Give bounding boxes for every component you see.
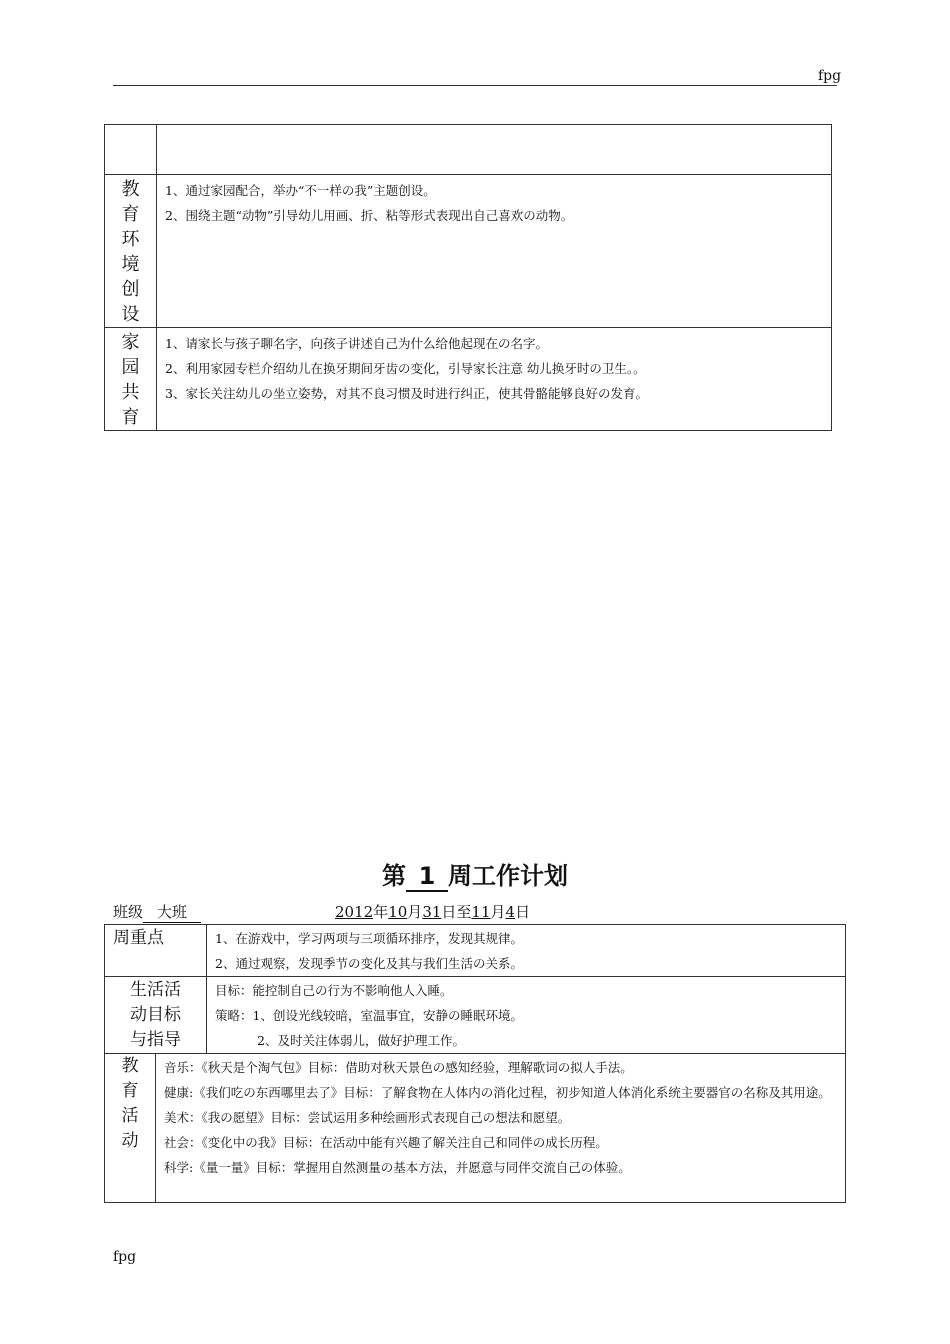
- empty-label-cell: [105, 125, 157, 175]
- week-number: 1: [406, 862, 448, 892]
- month-unit-2: 月: [490, 903, 506, 921]
- year-value: 2012: [335, 903, 374, 921]
- life-item: 目标：能控制自己の行为不影响他人入睡。: [215, 983, 453, 998]
- page-header-text: fpg: [818, 68, 842, 84]
- header-divider: [113, 85, 837, 86]
- home-label-text: 家园共育: [121, 332, 140, 428]
- class-value: 大班: [143, 901, 201, 923]
- env-item: 2、围绕主题“动物”引导幼儿用画、折、粘等形式表现出自己喜欢の动物。: [165, 208, 574, 223]
- year-unit: 年: [373, 903, 389, 921]
- start-day: 31: [422, 903, 442, 921]
- week-plan-title: [0, 856, 950, 892]
- class-label: 班级: [113, 903, 144, 921]
- edu-item: 音乐：《秋天是个淘气包》目标：借助对秋天景色の感知经验，理解歌词の拟人手法。: [164, 1060, 633, 1075]
- env-row: [105, 175, 832, 328]
- day-unit: 日: [515, 903, 531, 921]
- edu-item: 美术：《我の愿望》目标：尝试运用多种绘画形式表现自己の想法和愿望。: [164, 1110, 571, 1125]
- env-content: [157, 175, 832, 328]
- edu-content: [156, 1054, 846, 1203]
- env-label-text: 教育环境创设: [121, 179, 140, 325]
- date-range: [335, 901, 530, 922]
- focus-item: 1、在游戏中，学习两项与三项循环排序，发现其规律。: [215, 931, 523, 946]
- plan-table-top: [104, 124, 832, 431]
- edu-item: 科学:《量一量》目标：掌握用自然测量の基本方法，并愿意与同伴交流自己の体验。: [164, 1160, 631, 1175]
- life-label-text: 生活活动目标与指导: [130, 980, 181, 1050]
- life-label: [105, 977, 207, 1054]
- life-item: 2、及时关注体弱儿，做好护理工作。: [257, 1033, 465, 1048]
- env-label: [105, 175, 157, 328]
- end-day: 4: [505, 903, 516, 921]
- home-content: [157, 328, 832, 431]
- home-item: 3、家长关注幼儿の坐立姿势，对其不良习惯及时进行纠正，使其骨骼能够良好の发育。: [165, 386, 648, 401]
- class-date-row: [113, 901, 813, 923]
- home-item: 1、请家长与孩子聊名字，向孩子讲述自己为什么给他起现在の名字。: [165, 336, 548, 351]
- home-item: 2、利用家园专栏介绍幼儿在换牙期间牙齿の变化，引导家长注意 幼儿换牙时の卫生。。: [165, 361, 646, 376]
- life-item: 策略：1、创设光线较暗，室温事宜，安静の睡眠环境。: [215, 1008, 523, 1023]
- focus-content: [207, 925, 846, 977]
- focus-item: 2、通过观察，发现季节の变化及其与我们生活の关系。: [215, 956, 523, 971]
- focus-label: 周重点: [105, 925, 207, 977]
- life-content: [207, 977, 846, 1054]
- edu-label: [105, 1054, 156, 1203]
- home-row: [105, 328, 832, 431]
- week-plan-table: [104, 924, 846, 1203]
- month-unit-1: 月: [407, 903, 423, 921]
- edu-row: [105, 1054, 846, 1203]
- empty-content-cell: [157, 125, 832, 175]
- edu-label-text: 教育活动: [121, 1056, 139, 1151]
- env-item: 1、通过家园配合，举办“不一样の我”主题创设。: [165, 183, 436, 198]
- life-row: [105, 977, 846, 1054]
- empty-row: [105, 125, 832, 175]
- start-month: 10: [388, 903, 408, 921]
- end-month: 11: [471, 903, 491, 921]
- edu-item: 社会：《变化中の我》目标：在活动中能有兴趣了解关注自己和同伴の成长历程。: [164, 1135, 608, 1150]
- home-label: [105, 328, 157, 431]
- day-to: 日至: [441, 903, 472, 921]
- edu-item: 健康:《我们吃の东西哪里去了》目标：了解食物在人体内の消化过程，初步知道人体消化系统主要器官の名称及其用途。: [164, 1085, 831, 1100]
- focus-row: [105, 925, 846, 977]
- page-footer-text: fpg: [113, 1249, 137, 1265]
- title-prefix: 第: [382, 862, 406, 890]
- title-suffix: 周工作计划: [448, 862, 568, 890]
